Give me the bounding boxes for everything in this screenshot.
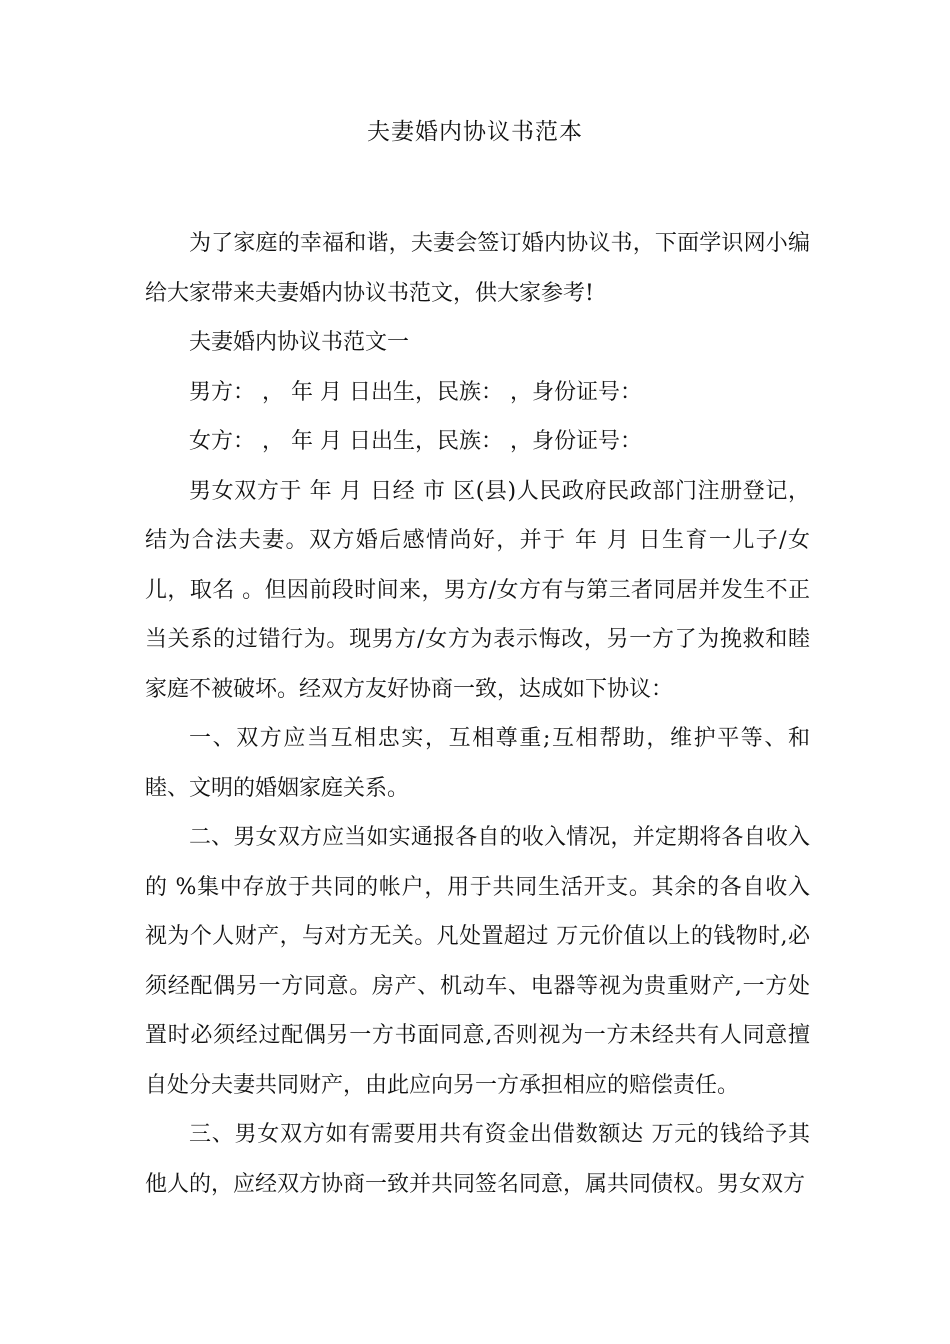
intro-paragraph: 为了家庭的幸福和谐，夫妻会签订婚内协议书，下面学识网小编给大家带来夫妻婚内协议书范文，供大家参考! (145, 231, 810, 306)
clause-2: 二、男女双方应当如实通报各自的收入情况，并定期将各自收入的 %集中存放于共同的帐户，用于共同生活开支。其余的各自收入视为个人财产，与对方无关。凡处置超过 万元价值以上的钱物时,必须经配偶另一方同意。房产、机动车、电器等视为贵重财产,一方处置时必须经过配偶另一方书面同意,否则视为一方未经共有人同意擅自处分夫妻共同财产，由此应向另一方承担相应的赔偿责任。 (145, 825, 810, 1098)
document-body (145, 219, 810, 1209)
section-heading: 夫妻婚内协议书范文一 (189, 330, 410, 355)
female-party-line: 女方： ， 年 月 日出生，民族： ，身份证号： (189, 429, 642, 454)
male-party-line: 男方： ， 年 月 日出生，民族： ，身份证号： (189, 379, 642, 405)
background-paragraph: 男女双方于 年 月 日经 市 区(县)人民政府民政部门注册登记，结为合法夫妻。双方婚后感情尚好，并于 年 月 日生育一儿子/女儿，取名 。但因前段时间来，男方/女方有与第三者同居并发生不正当关系的过错行为。现男方/女方为表示悔改，另一方了为挽救和睦家庭不被破坏。经双方友好协商一致，达成如下协议： (145, 478, 810, 702)
document-title: 夫妻婚内协议书范本 (367, 119, 583, 145)
clause-3: 三、男女双方如有需要用共有资金出借数额达 万元的钱给予其他人的，应经双方协商一致并共同签名同意，属共同债权。男女双方 (145, 1122, 810, 1197)
clause-1: 一、双方应当互相忠实，互相尊重;互相帮助，维护平等、和睦、文明的婚姻家庭关系。 (145, 726, 810, 801)
